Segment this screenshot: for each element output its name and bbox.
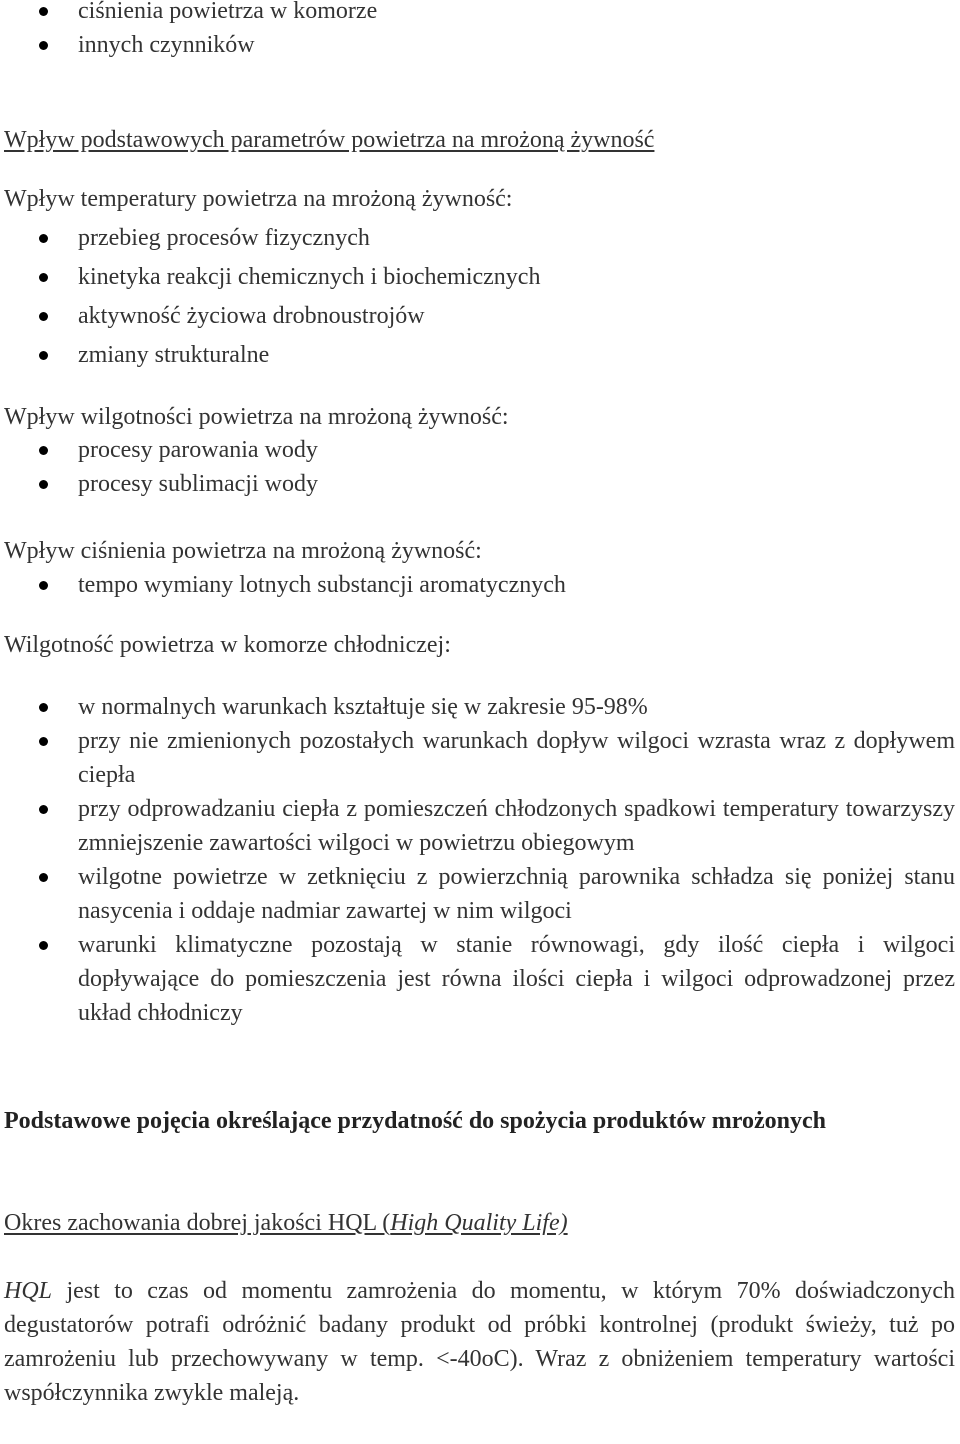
list-item: wilgotne powietrze w zetknięciu z powierzchnią parownika schładza się poniżej stanu nasycenia i oddaje nadmiar zawartej w nim wilgoci — [0, 860, 955, 928]
humidity-list — [0, 433, 955, 501]
list-item: tempo wymiany lotnych substancji aromatycznych — [0, 568, 955, 602]
pressure-list — [0, 568, 955, 602]
list-item: procesy parowania wody — [0, 433, 955, 467]
list-item: kinetyka reakcji chemicznych i biochemicznych — [0, 260, 955, 294]
pressure-heading: Wpływ ciśnienia powietrza na mrożoną żywność: — [4, 538, 482, 564]
concepts-heading: Podstawowe pojęcia określające przydatność do spożycia produktów mrożonych — [4, 1108, 826, 1134]
list-item: warunki klimatyczne pozostają w stanie równowagi, gdy ilość ciepła i wilgoci dopływające do pomieszczenia jest równa ilości ciepła i wilgoci odprowadzonej przez układ chłodniczy — [0, 928, 955, 1030]
hql-title-text: Okres zachowania dobrej jakości HQL ( — [4, 1210, 391, 1236]
list-item: procesy sublimacji wody — [0, 467, 955, 501]
list-item: ciśnienia powietrza w komorze — [0, 0, 955, 28]
hql-definition-text: jest to czas od momentu zamrożenia do momentu, w którym 70% doświadczonych degustatorów potrafi odróżnić badany produkt od próbki kontrolnej (produkt świeży, tuż po zamrożeniu lub przechowywany w temp. <-40oC). Wraz z obniżeniem temperatury wartości współczynnika zwykle maleją. — [4, 1278, 955, 1406]
temperature-list — [0, 221, 955, 372]
list-item: zmiany strukturalne — [0, 338, 955, 372]
hql-term: HQL — [4, 1278, 53, 1304]
temperature-heading: Wpływ temperatury powietrza na mrożoną żywność: — [4, 186, 513, 212]
intro-list — [0, 0, 955, 62]
hql-definition — [0, 1274, 955, 1410]
list-item: przy nie zmienionych pozostałych warunkach dopływ wilgoci wzrasta wraz z dopływem ciepła — [0, 724, 955, 792]
humidity-heading: Wpływ wilgotności powietrza na mrożoną żywność: — [4, 404, 509, 430]
hql-title — [0, 1206, 955, 1240]
list-item: w normalnych warunkach kształtuje się w zakresie 95-98% — [0, 690, 955, 724]
hql-title-italic: High Quality Life) — [390, 1210, 568, 1236]
chamber-humidity-heading: Wilgotność powietrza w komorze chłodniczej: — [4, 632, 451, 658]
list-item: innych czynników — [0, 28, 955, 62]
chamber-humidity-list — [0, 690, 955, 1030]
list-item: aktywność życiowa drobnoustrojów — [0, 299, 955, 333]
list-item: przy odprowadzaniu ciepła z pomieszczeń chłodzonych spadkowi temperatury towarzyszy zmniejszenie zawartości wilgoci w powietrzu obiegowym — [0, 792, 955, 860]
list-item: przebieg procesów fizycznych — [0, 221, 955, 255]
section-title: Wpływ podstawowych parametrów powietrza na mrożoną żywność — [4, 127, 655, 153]
